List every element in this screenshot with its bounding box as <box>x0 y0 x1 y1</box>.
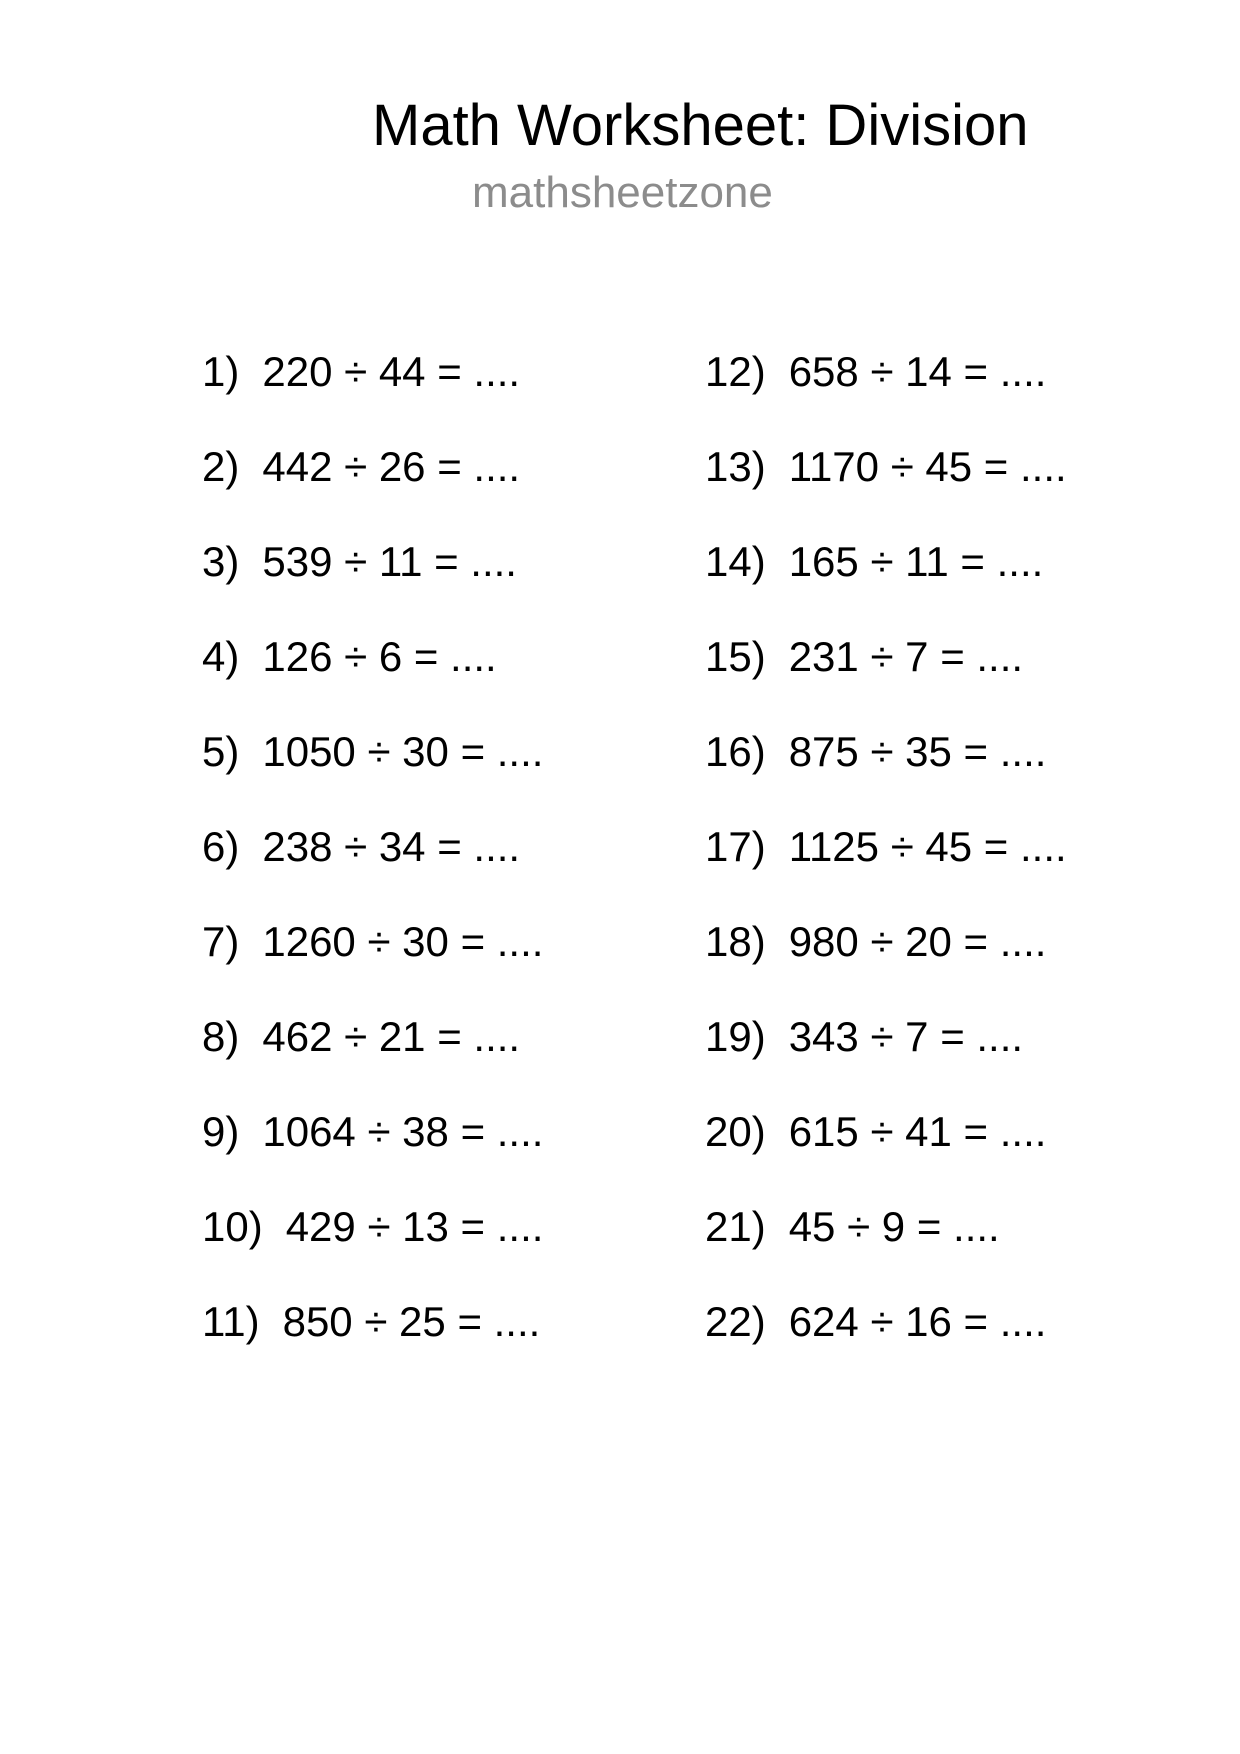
problem-number: 14) <box>705 538 766 585</box>
problem-number: 12) <box>705 348 766 395</box>
problem-row <box>202 989 543 1084</box>
problem-number: 3) <box>202 538 240 585</box>
problem-row <box>202 1084 543 1179</box>
problem-expression: 126 ÷ 6 = .... <box>262 633 497 680</box>
problem-row <box>202 1274 543 1369</box>
problem-row <box>705 704 1067 799</box>
problem-row <box>705 419 1067 514</box>
problem-row <box>705 1274 1067 1369</box>
problem-expression: 658 ÷ 14 = .... <box>788 348 1047 395</box>
problem-row <box>705 894 1067 989</box>
problem-expression: 1050 ÷ 30 = .... <box>262 728 544 775</box>
problem-number: 4) <box>202 633 240 680</box>
problem-row <box>705 1084 1067 1179</box>
problem-number: 20) <box>705 1108 766 1155</box>
problem-row <box>202 514 543 609</box>
problem-number: 18) <box>705 918 766 965</box>
problem-number: 10) <box>202 1203 263 1250</box>
problem-number: 19) <box>705 1013 766 1060</box>
problems-column-right <box>705 324 1067 1369</box>
page-subtitle: mathsheetzone <box>472 168 773 217</box>
problem-expression: 875 ÷ 35 = .... <box>788 728 1047 775</box>
problem-number: 1) <box>202 348 240 395</box>
problem-expression: 850 ÷ 25 = .... <box>282 1298 541 1345</box>
problem-expression: 624 ÷ 16 = .... <box>788 1298 1047 1345</box>
problem-expression: 462 ÷ 21 = .... <box>262 1013 521 1060</box>
problem-expression: 1125 ÷ 45 = .... <box>788 823 1067 870</box>
problem-number: 7) <box>202 918 240 965</box>
problem-row <box>202 1179 543 1274</box>
problem-expression: 238 ÷ 34 = .... <box>262 823 521 870</box>
problem-row <box>202 419 543 514</box>
problem-row <box>202 799 543 894</box>
problem-row <box>705 799 1067 894</box>
problem-expression: 165 ÷ 11 = .... <box>788 538 1044 585</box>
problem-row <box>705 1179 1067 1274</box>
problem-expression: 615 ÷ 41 = .... <box>788 1108 1047 1155</box>
problem-expression: 429 ÷ 13 = .... <box>285 1203 544 1250</box>
problem-expression: 231 ÷ 7 = .... <box>788 633 1024 680</box>
problem-row <box>705 514 1067 609</box>
problem-expression: 539 ÷ 11 = .... <box>262 538 517 585</box>
problem-number: 15) <box>705 633 766 680</box>
page-title: Math Worksheet: Division <box>372 93 1029 158</box>
problem-number: 21) <box>705 1203 766 1250</box>
problem-expression: 1064 ÷ 38 = .... <box>262 1108 544 1155</box>
problem-expression: 45 ÷ 9 = .... <box>788 1203 1000 1250</box>
problem-row <box>202 704 543 799</box>
problem-number: 22) <box>705 1298 766 1345</box>
problem-row <box>202 894 543 989</box>
problem-row <box>705 989 1067 1084</box>
problem-number: 8) <box>202 1013 240 1060</box>
problem-number: 6) <box>202 823 240 870</box>
problem-number: 2) <box>202 443 240 490</box>
problem-expression: 1260 ÷ 30 = .... <box>262 918 544 965</box>
problem-expression: 343 ÷ 7 = .... <box>788 1013 1024 1060</box>
problem-number: 9) <box>202 1108 240 1155</box>
problem-expression: 442 ÷ 26 = .... <box>262 443 521 490</box>
problem-row <box>705 324 1067 419</box>
problem-row <box>202 324 543 419</box>
problem-number: 17) <box>705 823 766 870</box>
problem-row <box>705 609 1067 704</box>
problem-number: 16) <box>705 728 766 775</box>
problems-column-left <box>202 324 543 1369</box>
problem-number: 5) <box>202 728 240 775</box>
problem-expression: 1170 ÷ 45 = .... <box>788 443 1067 490</box>
problem-number: 11) <box>202 1298 260 1345</box>
problem-expression: 220 ÷ 44 = .... <box>262 348 521 395</box>
problem-row <box>202 609 543 704</box>
problem-number: 13) <box>705 443 766 490</box>
problem-expression: 980 ÷ 20 = .... <box>788 918 1047 965</box>
